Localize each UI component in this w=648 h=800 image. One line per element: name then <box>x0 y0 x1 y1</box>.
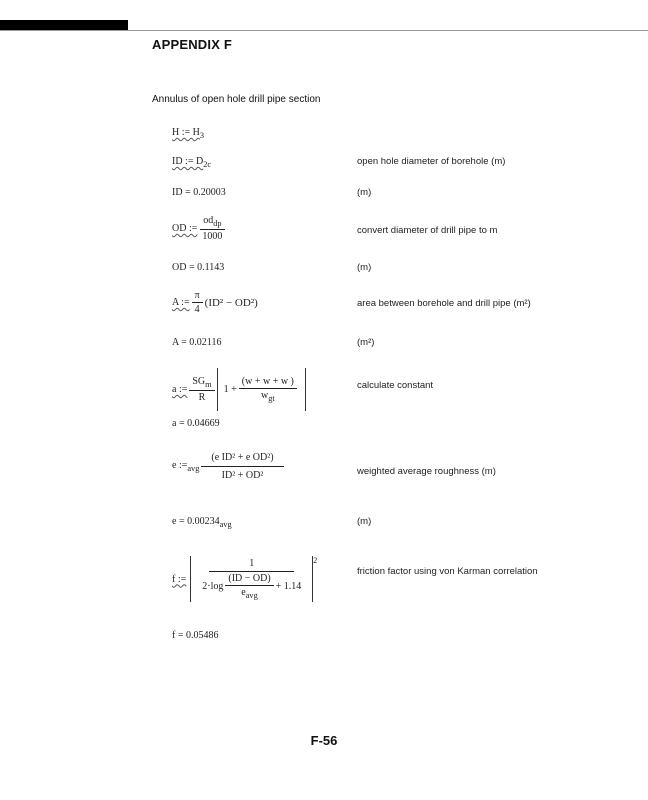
unit-area: (m²) <box>357 337 375 348</box>
value-area: A = 0.02116 <box>172 337 222 348</box>
page-number: F-56 <box>310 733 338 748</box>
friction-fraction: 1 2·log $\frac{(ID - OD)}{e_{avg}}$ + 1.14 <box>202 558 302 600</box>
unit-roughness: (m) <box>357 516 372 527</box>
desc-friction: friction factor using von Karman correlation <box>357 566 538 577</box>
desc-roughness: weighted average roughness (m) <box>357 466 496 477</box>
desc-id: open hole diameter of borehole (m) <box>357 156 506 167</box>
unit-od: (m) <box>357 262 372 273</box>
value-id: ID = 0.20003 <box>172 187 226 198</box>
constant-fraction: $\frac{SG_m}{R}$ <box>189 376 214 403</box>
value-roughness: $e = 0.00234_{avg}$ <box>172 516 232 529</box>
desc-od: convert diameter of drill pipe to m <box>357 225 498 236</box>
appendix-heading: APPENDIX F <box>152 37 233 52</box>
unit-id: (m) <box>357 187 372 198</box>
friction-inner-fraction: $\frac{(ID - OD)}{e_{avg}}$ <box>225 573 273 600</box>
desc-area: area between borehole and drill pipe (m²) <box>357 298 531 309</box>
header-rule <box>0 30 648 31</box>
eq-id: ID := $D_{2c}$ <box>172 156 212 169</box>
value-constant: a = 0.04669 <box>172 418 220 429</box>
eq-od: OD := $\frac{od_{dp}}{1000}$ <box>172 215 227 242</box>
roughness-fraction: $\frac{\text{(e ID² + e OD²)}}{\text{ID² + OD²}}$ <box>201 452 283 481</box>
constant-inner-fraction: $\frac{(w + w + w )}{w_{gt}}$ <box>239 376 297 403</box>
section-title: Annulus of open hole drill pipe section <box>152 94 321 105</box>
friction-bracket <box>190 556 313 602</box>
header-black-bar <box>0 20 128 30</box>
eq-roughness: e $:=_{avg}$ $\frac{\text{(e ID² + e OD²)}}{\text{ID² + OD²}}$ <box>172 452 286 481</box>
eq-h: H := $H_3$ <box>172 127 205 140</box>
desc-constant: calculate constant <box>357 380 434 391</box>
eq-constant: a := $\frac{SG_m}{R}$ 1 + $\frac{(w + w + w )}{w_{gt}}$ <box>172 368 306 411</box>
value-od: OD = 0.1143 <box>172 262 225 273</box>
od-fraction: $\frac{od_{dp}}{1000}$ <box>199 215 225 242</box>
constant-bracket: 1 + $\frac{(w + w + w )}{w_{gt}}$ <box>217 368 306 411</box>
area-fraction: $\frac{\pi}{4}$ <box>192 290 203 315</box>
value-friction: f = 0.05486 <box>172 630 219 641</box>
eq-friction: f := 1 2·log $\frac{(ID - OD)}{e_{avg}}$ + 1.14 $^2$ <box>172 556 318 600</box>
eq-area: A := $\frac{\pi}{4}$ (ID² − OD²) <box>172 290 258 315</box>
